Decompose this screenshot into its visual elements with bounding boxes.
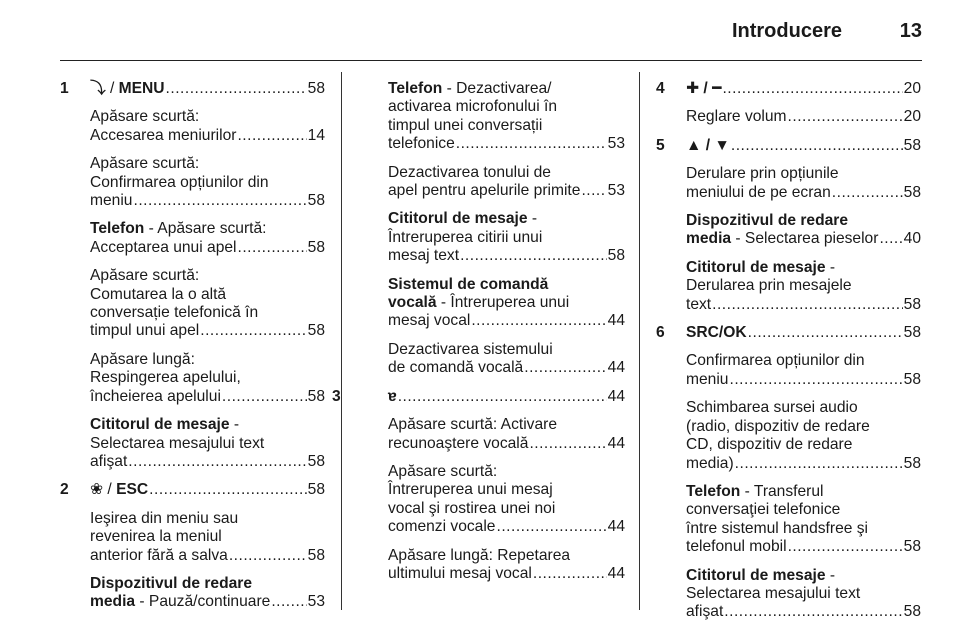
index-entry: Dispozitivul de redare media - Selectarea pieselor ..... 40 <box>656 212 921 249</box>
page-ref[interactable]: 44 <box>607 518 625 536</box>
index-entry <box>332 387 625 406</box>
page-header <box>0 0 960 62</box>
index-entry: Apăsare scurtă: Întreruperea unui mesaj vocal şi rostirea unei noi comenzi vocale ..... 44 <box>360 463 625 537</box>
back-icon: ❀ <box>90 481 104 499</box>
menu-return-icon: ⤵ <box>90 80 106 97</box>
index-entry: Apăsare scurtă: Confirmarea opțiunilor din meniu ..... 58 <box>60 155 325 210</box>
index-entry <box>656 324 921 342</box>
page-ref[interactable]: 14 <box>307 126 325 144</box>
column-1 <box>60 80 325 622</box>
page-ref[interactable]: 44 <box>607 359 625 377</box>
page-ref[interactable]: 58 <box>307 80 325 97</box>
up-down-arrow-icon: ▲ / ▼ <box>686 136 730 154</box>
page-ref[interactable]: 58 <box>607 247 625 265</box>
item-number: 1 <box>60 80 69 97</box>
page-ref[interactable]: 58 <box>903 603 921 621</box>
index-entry: Sistemul de comandă vocală - Întreruperea unui mesaj vocal ..... 44 <box>360 276 625 331</box>
item-number: 2 <box>60 481 69 499</box>
page-ref[interactable]: 44 <box>607 312 625 330</box>
index-entry: Cititorul de mesaje - Întreruperea citirii unui mesaj text ..... 58 <box>360 210 625 265</box>
item-number: 3 <box>332 387 341 405</box>
page-ref[interactable]: 40 <box>903 230 921 248</box>
page-ref[interactable]: 58 <box>307 238 325 256</box>
index-entry: Telefon - Apăsare scurtă: Acceptarea unui apel ..... 58 <box>60 220 325 257</box>
index-entry: Cititorul de mesaje - Selectarea mesajului text afişat ..... 58 <box>60 416 325 471</box>
page-ref[interactable]: 53 <box>307 593 325 611</box>
item-number: 4 <box>656 80 665 97</box>
index-entry <box>656 80 921 98</box>
page-ref[interactable]: 58 <box>903 370 921 388</box>
index-entry: Telefon - Transferul conversaţiei telefonice între sistemul handsfree şi telefonul mobil ..... 58 <box>656 483 921 557</box>
page-ref[interactable]: 58 <box>903 183 921 201</box>
page-ref[interactable]: 20 <box>903 108 921 126</box>
index-entry: Ieşirea din meniu sau revenirea la meniul anterior fără a salva ..... 58 <box>60 510 325 565</box>
index-entry: Dispozitivul de redare media - Pauză/continuare ..... 53 <box>60 575 325 612</box>
page-ref[interactable]: 58 <box>307 192 325 210</box>
column-2 <box>332 80 625 593</box>
page-ref[interactable]: 58 <box>903 538 921 556</box>
key-label: MENU <box>118 80 165 97</box>
index-entry: Apăsare scurtă: Accesarea meniurilor ..... 14 <box>60 108 325 145</box>
index-entry: Dezactivarea sistemului de comandă vocală ..... 44 <box>360 341 625 378</box>
index-entry: 1 ⤵ / MENU ..... 58 <box>60 80 325 98</box>
page-ref[interactable]: 58 <box>903 454 921 472</box>
index-entry: Apăsare lungă: Respingerea apelului, încheierea apelului ..... 58 <box>60 351 325 406</box>
page-ref[interactable]: 53 <box>607 135 625 153</box>
page-ref[interactable]: 44 <box>607 434 625 452</box>
column-divider <box>639 72 640 610</box>
page-ref[interactable]: 44 <box>607 387 625 405</box>
page-ref[interactable]: 58 <box>307 481 325 499</box>
index-entry: Telefon - Dezactivarea/ activarea microfonului în timpul unei conversații telefonice ..... 53 <box>360 80 625 154</box>
page-ref[interactable]: 44 <box>607 564 625 582</box>
page-ref[interactable]: 58 <box>903 295 921 313</box>
index-entry: Derulare prin opțiunile meniului de pe ecran ..... 58 <box>656 165 921 202</box>
index-entry: Reglare volum ..... 20 <box>656 108 921 126</box>
page-ref[interactable]: 58 <box>307 452 325 470</box>
plus-minus-icon: ✚ / ━ <box>686 80 722 97</box>
page-ref[interactable]: 53 <box>607 182 625 200</box>
page-number: 13 <box>899 20 922 42</box>
page-ref[interactable]: 20 <box>903 80 921 97</box>
item-number: 6 <box>656 324 665 342</box>
page-ref[interactable]: 58 <box>903 136 921 154</box>
index-entry: Apăsare lungă: Repetarea ultimului mesaj vocal ..... 44 <box>360 547 625 584</box>
index-entry: 2 ❀ / ESC ..... 58 <box>60 481 325 499</box>
index-entry: Apăsare scurtă: Activare recunoaştere vocală ..... 44 <box>360 416 625 453</box>
page-ref[interactable]: 58 <box>307 322 325 340</box>
key-label: SRC/OK <box>686 324 747 342</box>
index-entry: Cititorul de mesaje - Derularea prin mesajele text ..... 58 <box>656 259 921 314</box>
index-entry <box>656 137 921 155</box>
page-ref[interactable]: 58 <box>307 387 325 405</box>
index-entry: Apăsare scurtă: Comutarea la o altă conversație telefonică în timpul unui apel ..... 58 <box>60 267 325 341</box>
index-entry: Cititorul de mesaje - Selectarea mesajului text afişat ..... 58 <box>656 567 921 622</box>
index-entry: Confirmarea opțiunilor din meniu ..... 58 <box>656 352 921 389</box>
key-label: ESC <box>116 481 149 499</box>
page-ref[interactable]: 58 <box>307 546 325 564</box>
index-entry: Dezactivarea tonului de apel pentru apelurile primite ..... 53 <box>360 164 625 201</box>
column-3 <box>656 80 921 632</box>
voice-icon: ɐ <box>388 387 397 405</box>
header-rule <box>60 60 922 61</box>
index-entry: Schimbarea sursei audio (radio, dispozitiv de redare CD, dispozitiv de redare media) ..... 58 <box>656 399 921 473</box>
page-ref[interactable]: 58 <box>903 324 921 342</box>
column-divider <box>341 72 342 610</box>
item-number: 5 <box>656 136 665 154</box>
section-title: Introducere <box>731 20 842 42</box>
